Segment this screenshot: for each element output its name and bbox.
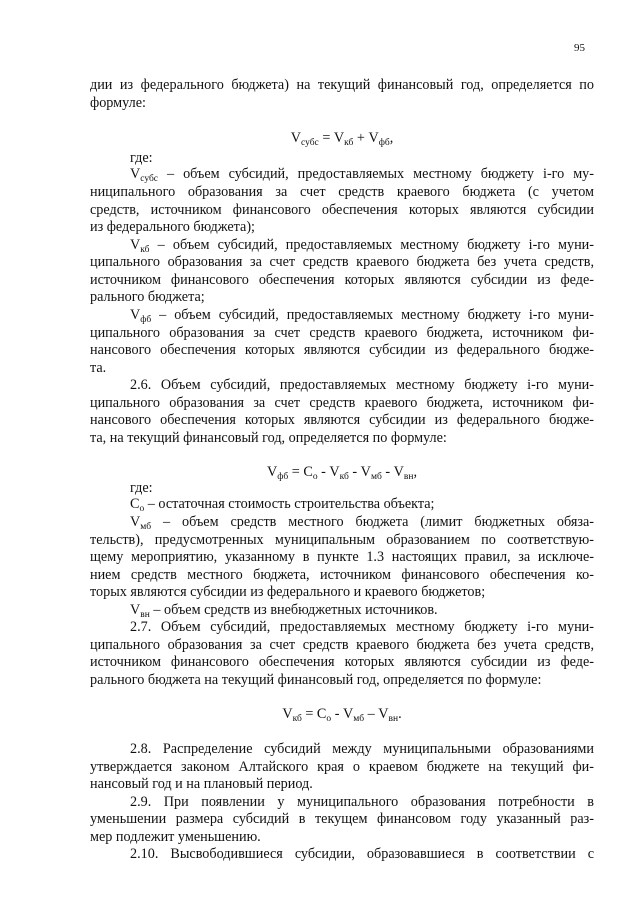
text-line: щему мероприятию, указанному в пункте 1.3 настоящих правил, за исключе-: [90, 549, 594, 565]
definition-line: $V_{субс}$ – объем субсидий, предоставляемых местному бюджету i-го му-: [130, 166, 594, 184]
text-line: где:: [130, 150, 153, 166]
text-line: ципального образования за счет средств краевого бюджета, источником фи-: [90, 325, 594, 341]
text-line: та.: [90, 360, 107, 376]
text-line: мер подлежит уменьшению.: [90, 829, 261, 845]
text-line: та, на текущий финансовый год, определяется по формуле:: [90, 430, 447, 446]
text-line: утверждается законом Алтайского края о краевом бюджете на текущий фи-: [90, 759, 594, 775]
text-line: рального бюджета;: [90, 289, 205, 305]
formula-v-fb: $V_{фб} = C_о - V_{кб} - V_{мб} - V_{вн}$,: [267, 464, 417, 482]
text-line: ниципального образования за счет средств краевого бюджета (с учетом: [90, 184, 594, 200]
text-line: нансовый год и на плановый период.: [90, 776, 313, 792]
text-line: нансового обеспечения которых являются субсидии из федерального бюдже-: [90, 412, 594, 428]
text-line: нансового обеспечения которых являются субсидии из федерального бюдже-: [90, 342, 594, 358]
text-line: ципального образования за счет средств краевого бюджета без учета средств,: [90, 637, 594, 653]
text-line: ципального образования за счет средств краевого бюджета без учета средств,: [90, 254, 594, 270]
paragraph-2-8: 2.8. Распределение субсидий между муниципальными образованиями: [130, 741, 594, 757]
text-line: дии из федерального бюджета) на текущий финансовый год, определяется по: [90, 77, 594, 93]
text-line: торых являются субсидии из федерального и краевого бюджетов;: [90, 584, 486, 600]
paragraph-2-6: 2.6. Объем субсидий, предоставляемых местному бюджету i-го муни-: [130, 377, 594, 393]
formula-v-subs: $V_{субс} = V_{кб} + V_{фб}$,: [290, 130, 394, 148]
text-line: нием средств местного бюджета, источником финансового обеспечения ко-: [90, 567, 594, 583]
formula-v-kb: $V_{кб} = C_о - V_{мб} - V_{вн}$.: [282, 706, 402, 724]
text-line: уменьшении размера субсидий в текущем финансовом году указанный раз-: [90, 811, 594, 827]
text-line: где:: [130, 480, 153, 496]
text-line: источником финансового обеспечения которых являются субсидии из феде-: [90, 272, 594, 288]
paragraph-2-7: 2.7. Объем субсидий, предоставляемых местному бюджету i-го муни-: [130, 619, 594, 635]
paragraph-2-9: 2.9. При появлении у муниципального образования потребности в: [130, 794, 594, 810]
definition-line: $V_{фб}$ – объем субсидий, предоставляемых местному бюджету i-го муни-: [130, 307, 594, 325]
text-line: формуле:: [90, 95, 146, 111]
text-line: ципального образования за счет средств краевого бюджета, источником фи-: [90, 395, 594, 411]
definition-line: $V_{мб}$ – объем средств местного бюджета (лимит бюджетных обяза-: [130, 514, 594, 532]
text-line: источником финансового обеспечения которых являются субсидии из феде-: [90, 654, 594, 670]
page-number: 95: [574, 42, 585, 54]
text-line: средств, источником финансового обеспечения которых являются субсидии: [90, 202, 594, 218]
definition-line: $V_{вн}$ – объем средств из внебюджетных источников.: [130, 602, 438, 620]
text-line: тельств), предусмотренных муниципальным образованием по соответствую-: [90, 532, 594, 548]
text-line: рального бюджета на текущий финансовый год, определяется по формуле:: [90, 672, 542, 688]
paragraph-2-10: 2.10. Высвободившиеся субсидии, образовавшиеся в соответствии с: [130, 846, 594, 862]
text-line: из федерального бюджета);: [90, 219, 255, 235]
definition-line: $V_{кб}$ – объем субсидий, предоставляемых местному бюджету i-го муни-: [130, 237, 594, 255]
definition-line: $C_о$ – остаточная стоимость строительства объекта;: [130, 496, 435, 514]
